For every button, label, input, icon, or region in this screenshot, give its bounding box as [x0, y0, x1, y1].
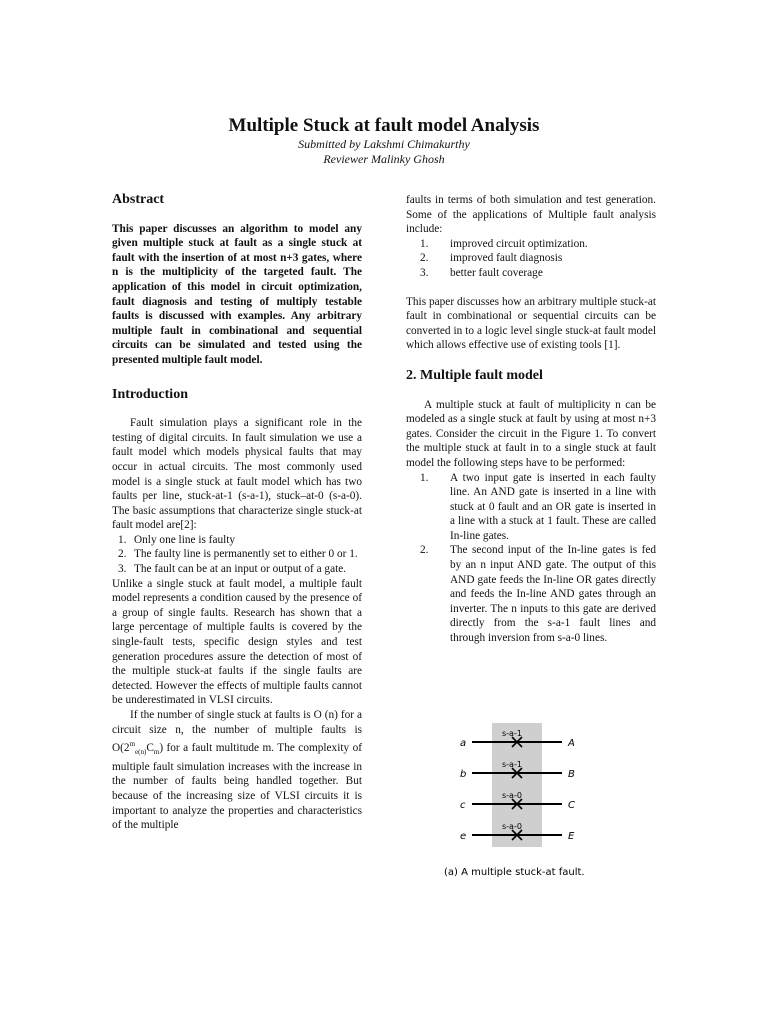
fault-label: s-a-0 — [502, 791, 522, 800]
fault-label: s-a-1 — [502, 760, 522, 769]
list-item: 1. Only one line is faulty — [118, 533, 236, 546]
intro-paragraph-1: Fault simulation plays a significant role in the testing of digital circuits. In fault simulation we use a fault model which models physical faults that may occur in actual circuits. The most commonly used model is a single stuck at fault model which has two faults per line, stuck-at-1 (s-a-1), stuck–at-0 (s-a-0). The basic assumptions that characterize single stuck-at fault model are[2]: — [112, 417, 362, 532]
intro-paragraph-2: Unlike a single stuck at fault model, a multiple fault model represents a condition caused by the presence of a group of single faults. Research has shown that a large percentage of multiple faults is covered by the single-fault tests, specific design styles and test generation procedures assure the detection of most of the multiple stuck-at faults if the single faults are detected. However the effects of multiple faults cannot be underestimated in VLSI circuits. — [112, 577, 362, 707]
right-column — [406, 193, 656, 646]
output-label: E — [568, 831, 575, 842]
intro-paragraph-3: If the number of single stuck at faults is O (n) for a circuit size n, the number of multiple faults is $O(2^m_{e(n)}C_m)$ for a fault multitude m. The complexity of multiple fault simulation increases with the increase in the number of faults being handled together. But because of the increasing size of VLSI circuits it is important to analyze the properties and characteristics of the multiple — [112, 709, 362, 832]
right-paragraph-1: faults in terms of both simulation and test generation. Some of the applications of Multiple fault analysis include: — [406, 194, 656, 236]
fault-label: s-a-1 — [502, 729, 522, 738]
right-paragraph-2: This paper discusses how an arbitrary multiple stuck-at fault in combinational or sequential circuits can be converted in to a logic level single stuck-at fault model which allows effective use of existing tools [1]. — [406, 295, 656, 352]
abstract-heading: Abstract — [112, 192, 165, 207]
input-label: e — [460, 831, 467, 842]
output-label: B — [568, 769, 575, 780]
list-item: 1. A two input gate is inserted in each faulty line. An AND gate is inserted in a line with stuck at 0 fault and an OR gate is inserted in a line with a stuck at 1 fault. These are called In-line gates. — [420, 471, 656, 542]
abstract-text: This paper discusses an algorithm to model any given multiple stuck at fault as a single stuck at fault with the insertion of at most n+3 gates, where n is the multiplicity of the targeted fault. The application of this model in circuit optimization, fault diagnosis and testing of multiply testable faults is discussed with examples. Any arbitrary multiple fault in combinational and sequential circuits can be simulated and tested using the presented multiple fault model. — [112, 222, 362, 366]
fault-label: s-a-0 — [502, 822, 522, 831]
reviewer: Reviewer Malinky Ghosh — [323, 152, 445, 166]
list-item: 2. improved fault diagnosis — [420, 252, 563, 265]
list-item: 1. improved circuit optimization. — [420, 237, 588, 250]
left-column — [112, 193, 362, 833]
input-label: c — [460, 800, 466, 811]
applications-list — [406, 237, 656, 281]
paper-title: Multiple Stuck at fault model Analysis — [228, 115, 540, 136]
assumptions-list — [112, 533, 362, 577]
list-item: 3. better fault coverage — [420, 266, 543, 279]
introduction-heading: Introduction — [112, 386, 188, 402]
section-2-heading: 2. Multiple fault model — [406, 367, 543, 383]
output-label: C — [568, 800, 575, 811]
steps-list — [406, 471, 656, 646]
list-item: 2. The faulty line is permanently set to either 0 or 1. — [118, 548, 358, 561]
input-label: a — [460, 738, 467, 749]
figure-multiple-stuck-at-fault — [440, 720, 630, 880]
output-label: A — [568, 738, 575, 749]
submitted-by: Submitted by Lakshmi Chimakurthy — [298, 137, 470, 151]
right-paragraph-3: A multiple stuck at fault of multiplicity n can be modeled as a single stuck at fault by using at most n+3 gates. Consider the circuit in the Figure 1. To convert the multiple stuck at fault in to a single stuck at fault model the following steps have to be performed: — [406, 398, 656, 469]
figure-caption: (a) A multiple stuck-at fault. — [444, 867, 585, 878]
list-item: 2. The second input of the In-line gates is fed by an n input AND gate. The output of this AND gate feeds the In-line OR gates directly and feeds the In-line AND gates through an inverter. The n inputs to this gate are derived directly from the s-a-1 fault lines and through inversion from s-a-0 lines. — [420, 544, 656, 645]
input-label: b — [460, 769, 467, 780]
list-item: 3. The fault can be at an input or output of a gate. — [118, 563, 347, 576]
fault-diagram — [440, 720, 630, 880]
